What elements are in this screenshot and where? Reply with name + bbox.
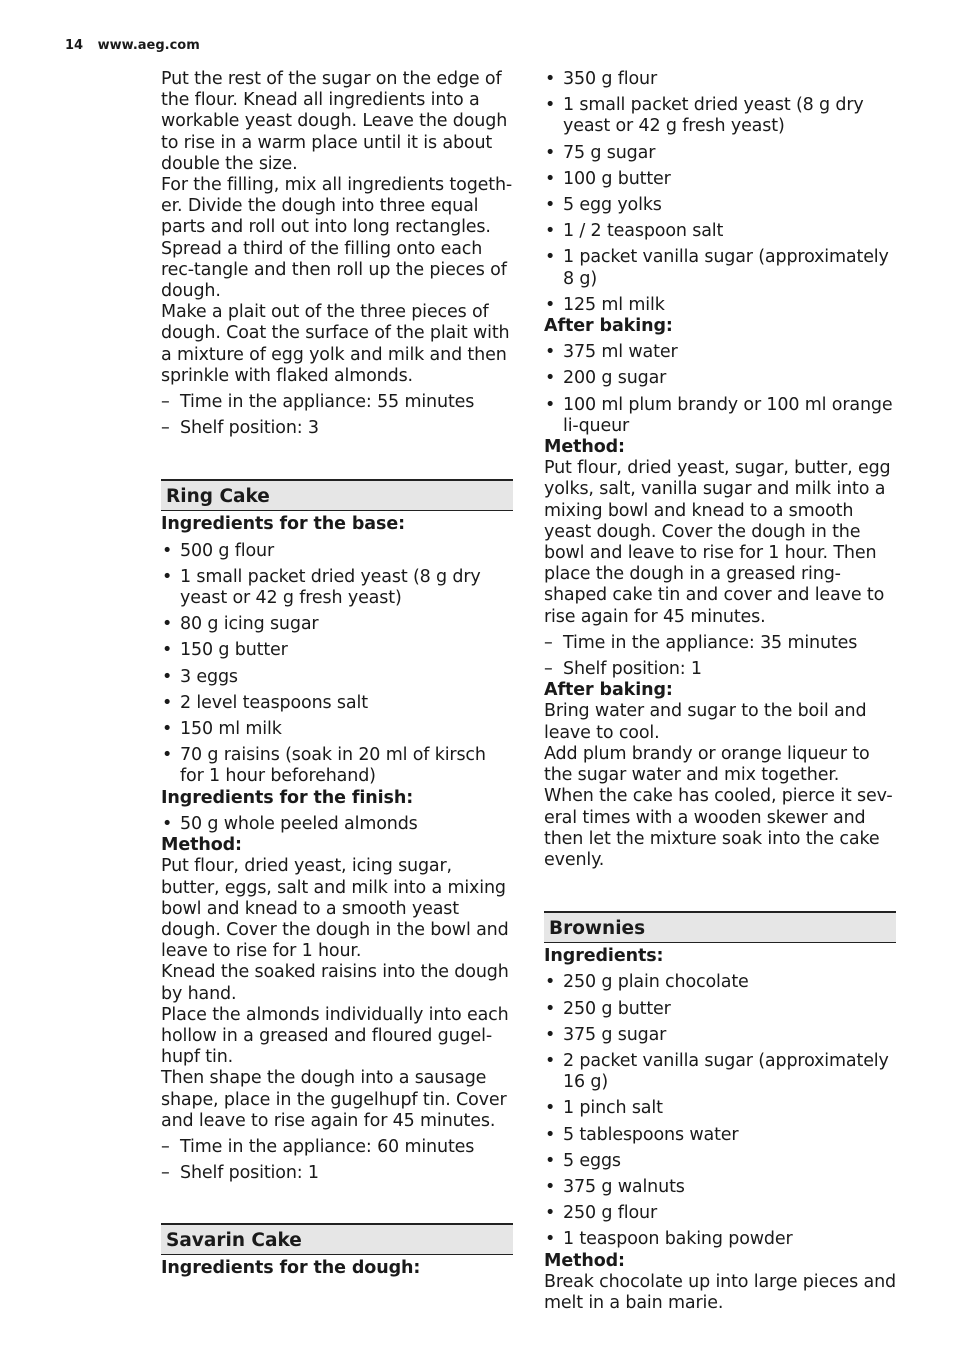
after-baking-paragraph: When the cake has cooled, pierce it sev-eral times with a wooden skewer and then let the mixture soak into the cake evenly. [544, 786, 893, 870]
savarin-dough-heading: Ingredients for the dough: [161, 1258, 421, 1279]
ring-base-list [161, 541, 513, 788]
ingredient-item: • 125 ml milk [544, 295, 896, 316]
ingredient-item: • 1 teaspoon baking powder [544, 1229, 896, 1250]
intro-paragraph: Put the rest of the sugar on the edge of the flour. Knead all ingredients into a workable yeast dough. Leave the dough to rise in a warm place until it is about double the size. [161, 69, 508, 174]
section-title-brownies: Brownies [544, 911, 896, 943]
ingredient-item: • 500 g flour [161, 541, 513, 562]
ingredient-item: • 200 g sugar [544, 368, 896, 389]
brownies-ingredients-list [544, 972, 896, 1250]
ingredient-item: • 250 g plain chocolate [544, 972, 896, 993]
ring-settings-list [161, 1137, 513, 1184]
ring-method-heading: Method: [161, 835, 242, 856]
ingredient-item: • 2 packet vanilla sugar (approximately 16 g) [544, 1051, 896, 1093]
ingredient-item: • 1 small packet dried yeast (8 g dry yeast or 42 g fresh yeast) [161, 567, 513, 609]
method-paragraph: Put flour, dried yeast, icing sugar, butter, eggs, salt and milk into a mixing bowl and knead to a smooth yeast dough. Cover the dough in the bowl and leave to rise for 1 hour. [161, 856, 509, 962]
method-paragraph: Put flour, dried yeast, sugar, butter, egg yolks, salt, vanilla sugar and milk into a mixing bowl and knead to a smooth yeast dough. Cover the dough in the bowl and leave to rise for 1 hour. Then place the dough in a greased ring-shaped cake tin and cover and leave to rise again for 45 minutes. [544, 458, 891, 627]
ingredient-item: • 1 packet vanilla sugar (approximately 8 g) [544, 247, 896, 289]
after-baking-paragraph: Bring water and sugar to the boil and leave to cool. [544, 701, 867, 743]
ingredient-item: • 1 pinch salt [544, 1098, 896, 1119]
ingredient-item: • 100 g butter [544, 169, 896, 190]
ingredient-item: • 350 g flour [544, 69, 896, 90]
ingredient-item: • 150 g butter [161, 640, 513, 661]
settings-item: – Shelf position: 3 [161, 418, 513, 439]
ingredient-item: • 1 / 2 teaspoon salt [544, 221, 896, 242]
ingredient-item: • 80 g icing sugar [161, 614, 513, 635]
ingredient-item: • 100 ml plum brandy or 100 ml orange li-queur [544, 395, 896, 437]
brownies-ingredients-heading: Ingredients: [544, 946, 664, 967]
settings-item: – Shelf position: 1 [161, 1163, 513, 1184]
savarin-settings-list [544, 633, 896, 680]
ring-finish-list [161, 814, 513, 835]
ingredient-item: • 5 eggs [544, 1151, 896, 1172]
ingredient-item: • 375 ml water [544, 342, 896, 363]
savarin-dough-list [544, 69, 896, 316]
ingredient-item: • 70 g raisins (soak in 20 ml of kirsch for 1 hour beforehand) [161, 745, 513, 787]
ingredient-item: • 250 g butter [544, 999, 896, 1020]
settings-item: – Shelf position: 1 [544, 659, 896, 680]
method-paragraph: Place the almonds individually into each hollow in a greased and floured gugel-hupf tin. [161, 1004, 509, 1068]
ingredient-item: • 1 small packet dried yeast (8 g dry yeast or 42 g fresh yeast) [544, 95, 896, 137]
left-column [161, 69, 513, 1280]
right-column [544, 69, 896, 1314]
ring-finish-heading: Ingredients for the finish: [161, 787, 414, 808]
method-paragraph: Then shape the dough into a sausage shape, place in the gugelhupf tin. Cover and leave to rise again for 45 minutes. [161, 1068, 507, 1131]
ingredient-item: • 375 g walnuts [544, 1177, 896, 1198]
ingredient-item: • 150 ml milk [161, 719, 513, 740]
ingredient-item: • 250 g flour [544, 1203, 896, 1224]
after-baking-list [544, 342, 896, 437]
ingredient-item: • 2 level teaspoons salt [161, 693, 513, 714]
after-baking-heading: After baking: [544, 316, 673, 337]
settings-item: – Time in the appliance: 55 minutes [161, 392, 513, 413]
ring-base-heading: Ingredients for the base: [161, 514, 405, 535]
intro-settings-list [161, 392, 513, 439]
brownies-method-heading: Method: [544, 1250, 625, 1271]
settings-item: – Time in the appliance: 35 minutes [544, 633, 896, 654]
section-title-ring-cake: Ring Cake [161, 479, 513, 511]
ingredient-item: • 50 g whole peeled almonds [161, 814, 513, 835]
savarin-method-heading: Method: [544, 437, 625, 458]
intro-paragraph: For the filling, mix all ingredients togeth-er. Divide the dough into three equal parts and roll out into long rectangles. Spread a third of the filling onto each rec-tangle and then roll up the pieces of dough. [161, 175, 513, 302]
method-paragraph: Knead the soaked raisins into the dough by hand. [161, 962, 509, 1004]
after-baking-paragraph: Add plum brandy or orange liqueur to the sugar water and mix together. [544, 743, 870, 786]
method-paragraph: Break chocolate up into large pieces and melt in a bain marie. [544, 1271, 897, 1313]
site-url: www.aeg.com [97, 38, 200, 53]
section-title-savarin-cake: Savarin Cake [161, 1223, 513, 1255]
intro-paragraph: Make a plait out of the three pieces of dough. Coat the surface of the plait with a mixture of egg yolk and milk and then sprinkle with flaked almonds. [161, 302, 510, 386]
page-header [65, 38, 200, 53]
ingredient-item: • 5 egg yolks [544, 195, 896, 216]
ingredient-item: • 375 g sugar [544, 1025, 896, 1046]
page-number: 14 [65, 38, 84, 53]
ingredient-item: • 5 tablespoons water [544, 1125, 896, 1146]
after-baking-heading-2: After baking: [544, 680, 673, 701]
ingredient-item: • 75 g sugar [544, 143, 896, 164]
settings-item: – Time in the appliance: 60 minutes [161, 1137, 513, 1158]
ingredient-item: • 3 eggs [161, 667, 513, 688]
